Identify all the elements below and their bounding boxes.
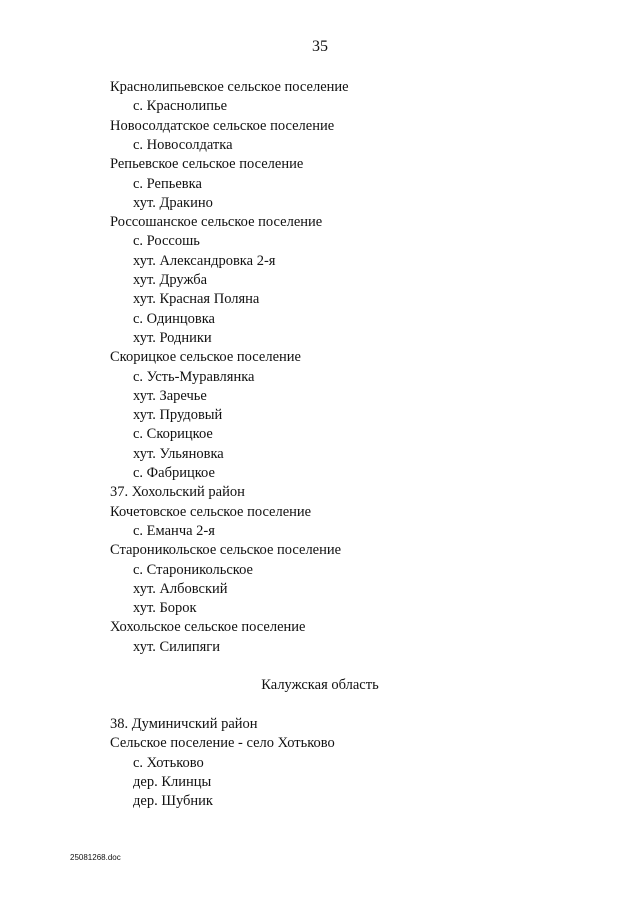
settlement-item: хут. Красная Поляна — [133, 291, 260, 308]
settlement-item: с. Россошь — [133, 233, 200, 250]
settlement-item: с. Фабрицкое — [133, 465, 215, 481]
settlement-item: хут. Дракино — [133, 194, 213, 211]
region-heading: Калужская область — [261, 677, 379, 693]
section-heading: Репьевское сельское поселение — [110, 156, 304, 173]
settlement-item: с. Еманча 2-я — [133, 522, 215, 539]
section-heading: Краснолипьевское сельское поселение — [110, 79, 349, 95]
page-number: 35 — [312, 38, 328, 55]
settlement-item: хут. Силипяги — [133, 638, 221, 655]
section-heading: Сельское поселение - село Хотьково — [110, 735, 335, 752]
settlement-item: дер. Шубник — [133, 793, 213, 810]
settlement-item: хут. Александровка 2-я — [133, 252, 276, 269]
settlement-item: хут. Албовский — [133, 580, 228, 597]
settlement-item: с. Одинцовка — [133, 310, 215, 327]
settlement-item: с. Усть-Муравлянка — [133, 368, 255, 385]
settlement-item: с. Новосолдатка — [133, 136, 233, 153]
settlement-item: с. Скорицкое — [133, 426, 213, 443]
settlement-item: хут. Родники — [133, 329, 212, 346]
section-heading: Староникольское сельское поселение — [110, 542, 342, 559]
settlement-item: хут. Борок — [133, 600, 197, 617]
settlement-item: с. Хотьково — [133, 754, 204, 771]
section-heading: 37. Хохольский район — [110, 484, 245, 501]
section-heading: Хохольское сельское поселение — [110, 619, 306, 636]
section-heading: Скорицкое сельское поселение — [110, 349, 301, 366]
settlement-item: хут. Дружба — [133, 272, 208, 288]
section-heading: Новосолдатское сельское поселение — [110, 117, 335, 134]
settlement-item: дер. Клинцы — [133, 773, 212, 790]
footer-filename: 25081268.doc — [70, 853, 121, 862]
section-heading: Кочетовское сельское поселение — [110, 503, 312, 520]
section-heading: 38. Думиничский район — [110, 716, 258, 732]
settlement-item: с. Староникольское — [133, 561, 253, 578]
settlement-item: хут. Прудовый — [133, 407, 223, 424]
settlement-item: хут. Заречье — [133, 387, 207, 404]
settlement-item: с. Репьевка — [133, 175, 202, 192]
settlement-item: хут. Ульяновка — [133, 445, 224, 462]
settlement-item: с. Краснолипье — [133, 98, 228, 115]
section-heading: Россошанское сельское поселение — [110, 214, 323, 231]
